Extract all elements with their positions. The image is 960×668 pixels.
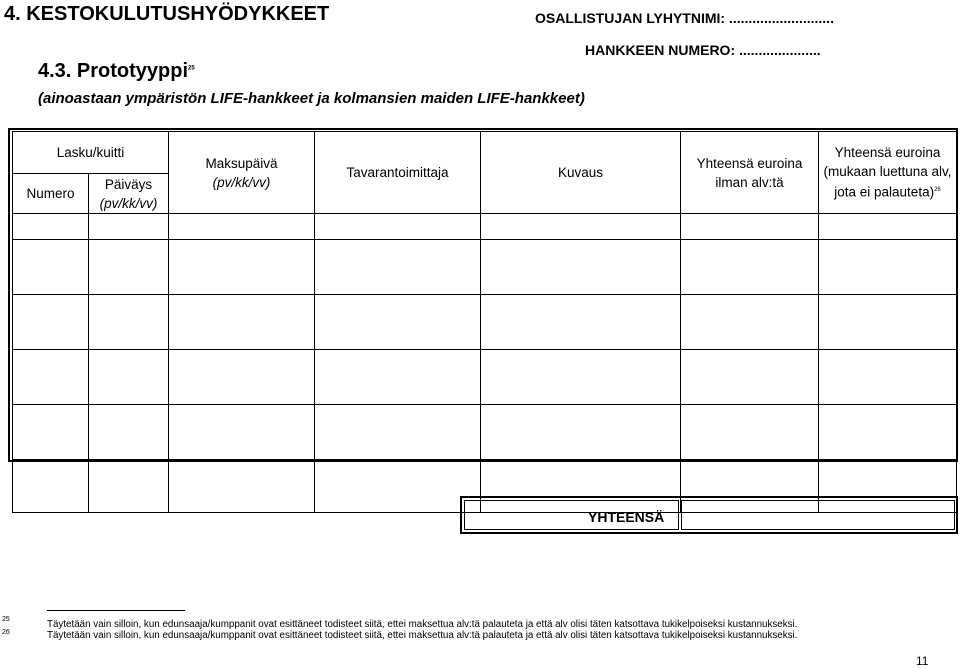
table-cell	[169, 214, 315, 240]
table-row	[13, 350, 957, 405]
table-cell	[89, 240, 169, 295]
table-cell	[481, 350, 681, 405]
table-cell	[169, 295, 315, 350]
footnote-text: Täytetään vain silloin, kun edunsaaja/kumppanit ovat esittäneet todisteet siitä, ettei maksettua alv:tä palauteta ja että alv olisi täten katsottava tukikelpoiseksi kustannukseksi.	[47, 630, 798, 641]
section-title: 4. KESTOKULUTUSHYÖDYKKEET	[4, 3, 330, 25]
table-cell	[89, 295, 169, 350]
payment-date-format: (pv/kk/vv)	[212, 174, 271, 190]
total-incl-line1: Yhteensä euroina	[834, 145, 941, 161]
footnote-number: 26	[2, 629, 10, 636]
table-cell	[13, 240, 89, 295]
supplier-header: Tavarantoimittaja	[315, 132, 481, 214]
date-header	[89, 174, 169, 214]
totals-value-cell	[681, 500, 955, 530]
table-cell	[481, 295, 681, 350]
table-cell	[819, 214, 957, 240]
table-cell	[315, 460, 481, 513]
table-cell	[13, 214, 89, 240]
payment-date-header	[169, 132, 315, 214]
table-cell	[315, 350, 481, 405]
table-cell	[481, 214, 681, 240]
total-incl-line3-text: jota ei palauteta)	[834, 184, 935, 200]
table-cell	[681, 295, 819, 350]
table-cell	[819, 240, 957, 295]
payment-date-label: Maksupäivä	[205, 155, 278, 171]
table-cell	[89, 460, 169, 513]
total-excl-line2: ilman alv:tä	[715, 174, 784, 190]
invoice-group-header: Lasku/kuitti	[13, 132, 169, 174]
table-cell	[819, 295, 957, 350]
table-cell	[315, 214, 481, 240]
table-cell	[169, 350, 315, 405]
total-incl-line3	[819, 181, 956, 202]
subsection-title-text: 4.3. Prototyyppi	[38, 60, 189, 82]
total-incl-line2: (mukaan luettuna alv,	[823, 164, 952, 180]
table-cell	[681, 240, 819, 295]
totals-label: YHTEENSÄ	[588, 509, 665, 525]
footnote-separator	[47, 610, 185, 611]
expense-table	[12, 131, 957, 513]
total-excl-line1: Yhteensä euroina	[696, 155, 803, 171]
table-cell	[819, 350, 957, 405]
table-cell	[13, 295, 89, 350]
table-spacer-row	[13, 214, 957, 240]
table-cell	[315, 240, 481, 295]
table-cell	[681, 405, 819, 460]
total-incl-vat-header	[819, 132, 957, 214]
table-cell	[681, 350, 819, 405]
table-cell	[819, 405, 957, 460]
applicant-shortname-label: OSALLISTUJAN LYHYTNIMI: ...........................	[535, 10, 834, 26]
table-cell	[89, 214, 169, 240]
table-cell	[13, 405, 89, 460]
table-cell	[481, 240, 681, 295]
table-row	[13, 240, 957, 295]
table-cell	[315, 295, 481, 350]
table-cell	[169, 405, 315, 460]
table-cell	[481, 405, 681, 460]
table-row	[13, 405, 957, 460]
table-cell	[681, 214, 819, 240]
table-cell	[315, 405, 481, 460]
table-cell	[169, 240, 315, 295]
table-cell	[169, 460, 315, 513]
total-excl-vat-header	[681, 132, 819, 214]
table-row	[13, 295, 957, 350]
footnote-text: Täytetään vain silloin, kun edunsaaja/kumppanit ovat esittäneet todisteet siitä, ettei maksettua alv:tä palauteta ja että alv olisi täten katsottava tukikelpoiseksi kustannukseksi.	[47, 619, 798, 630]
page-number: 11	[916, 654, 929, 668]
table-cell	[89, 405, 169, 460]
footnote-number: 25	[2, 616, 10, 623]
number-header: Numero	[13, 174, 89, 214]
description-header: Kuvaus	[481, 132, 681, 214]
footnote-ref-26: 26	[934, 187, 941, 194]
subsection-title	[38, 60, 195, 83]
date-label: Päiväys	[104, 176, 153, 192]
subsection-note: (ainoastaan ympäristön LIFE-hankkeet ja kolmansien maiden LIFE-hankkeet)	[38, 90, 585, 107]
project-number-label: HANKKEEN NUMERO: .....................	[585, 42, 821, 58]
table-cell	[13, 350, 89, 405]
table-cell	[89, 350, 169, 405]
table-cell	[13, 460, 89, 513]
date-format: (pv/kk/vv)	[99, 195, 158, 211]
footnote-ref-25: 25	[188, 65, 195, 72]
